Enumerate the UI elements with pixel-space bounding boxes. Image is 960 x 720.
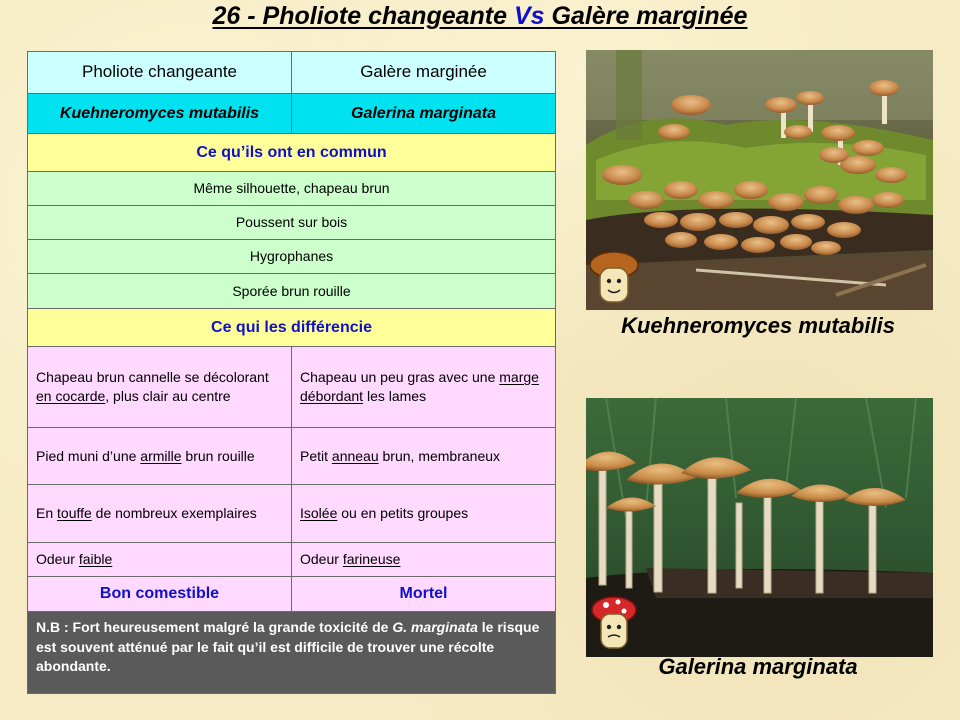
common-section-title: Ce qu’ils ont en commun xyxy=(28,134,556,172)
title-number: 26 - xyxy=(212,2,263,30)
verdict-right: Mortel xyxy=(292,577,556,612)
diff-left-stem: Pied muni d’une armille brun rouille xyxy=(28,428,292,485)
diff-section-title: Ce qui les différencie xyxy=(28,309,556,347)
header-left: Pholiote changeante xyxy=(28,52,292,94)
common-row: Poussent sur bois xyxy=(28,206,556,240)
title-vs: Vs xyxy=(513,2,545,30)
latin-name-right: Galerina marginata xyxy=(292,94,556,134)
common-row: Hygrophanes xyxy=(28,240,556,274)
diff-left-growth: En touffe de nombreux exemplaires xyxy=(28,485,292,543)
latin-name-left: Kuehneromyces mutabilis xyxy=(28,94,292,134)
header-right: Galère marginée xyxy=(292,52,556,94)
common-row: Même silhouette, chapeau brun xyxy=(28,172,556,206)
diff-right-cap: Chapeau un peu gras avec une marge débordant les lames xyxy=(292,347,556,428)
diff-right-stem: Petit anneau brun, membraneux xyxy=(292,428,556,485)
page-title xyxy=(0,2,960,31)
title-right-name: Galère marginée xyxy=(544,2,748,30)
title-left-name: Pholiote changeante xyxy=(262,2,514,30)
verdict-left: Bon comestible xyxy=(28,577,292,612)
comparison-table xyxy=(27,51,556,694)
note-box: N.B : Fort heureusement malgré la grande toxicité de G. marginata le risque est souvent atténué par le fait qu’il est difficile de trouver une récolte abondante. xyxy=(28,612,556,694)
galerina-photo-image xyxy=(586,398,933,657)
caption-kuehneromyces: Kuehneromyces mutabilis xyxy=(621,313,895,338)
photo-kuehneromyces xyxy=(586,50,933,310)
caption-galerina: Galerina marginata xyxy=(658,654,858,679)
diff-right-growth: Isolée ou en petits groupes xyxy=(292,485,556,543)
diff-right-odor: Odeur farineuse xyxy=(292,543,556,577)
diff-left-odor: Odeur faible xyxy=(28,543,292,577)
common-row: Sporée brun rouille xyxy=(28,274,556,309)
diff-left-cap: Chapeau brun cannelle se décolorant en cocarde, plus clair au centre xyxy=(28,347,292,428)
kuehneromyces-photo-image xyxy=(586,50,933,310)
photo-galerina xyxy=(586,398,933,657)
